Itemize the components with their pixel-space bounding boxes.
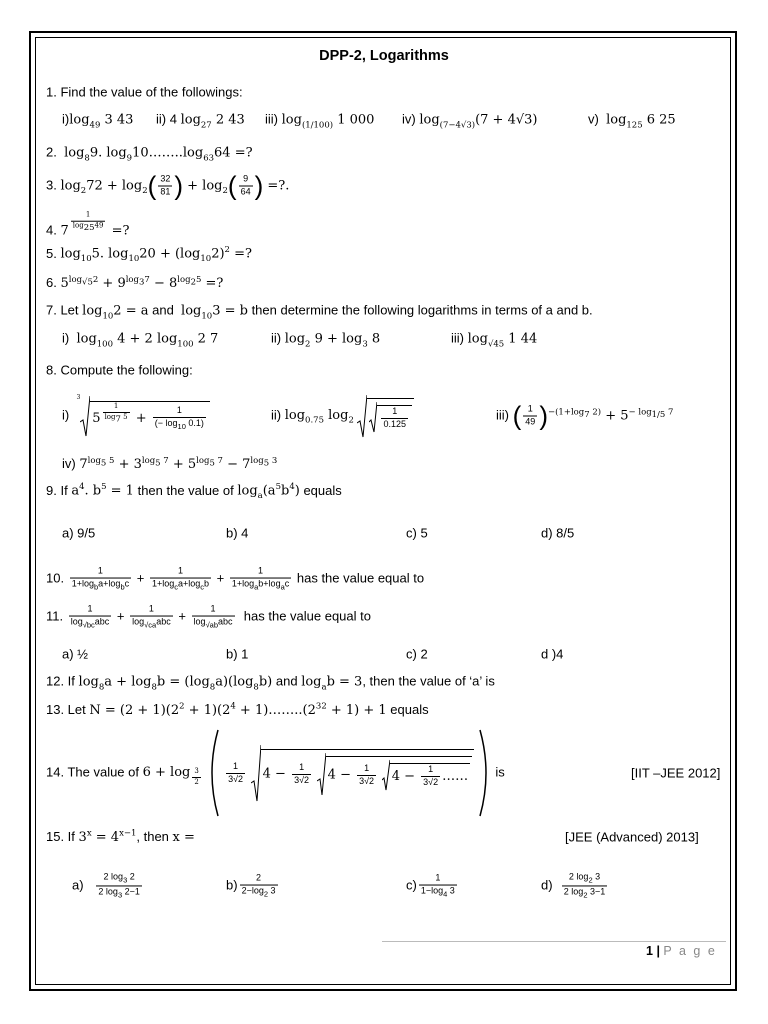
right-big-paren	[478, 728, 492, 818]
question-8-stem-row	[0, 355, 768, 385]
question-15-source: [JEE (Advanced) 2013]	[565, 829, 699, 845]
q7-part-iii: iii) $\log_{√45} 1$ 44	[451, 330, 538, 350]
question-8-part-iv-row	[0, 449, 768, 479]
q1-part-iv: iv) $\log_{(7-4√3)}(7 + 4√3)$	[402, 111, 538, 131]
footer-separator: |	[656, 944, 660, 958]
question-8-stem: 8. Compute the following:	[46, 362, 193, 378]
q8-part-iii: iii) ( $\frac{1}{49}$ )$^{-(1+log_7 2)} + 5^{- log_{1/5} 7}$	[496, 400, 674, 431]
question-12-text: 12. If $\log_8a + \log_8b = (\log_8a)(\log_8b)$ and $\log_ab = 3$, then the value of ‘a’ is	[46, 673, 495, 693]
q15-option-a: a) $\frac{2 \log_3 2}{2 \log_3 2-1}$	[72, 871, 140, 900]
q1-part-ii: ii) 4 $\log_{27} 2$ 43	[156, 111, 245, 131]
q9-option-a: a) 9/5	[62, 525, 96, 541]
question-9-options	[0, 518, 768, 548]
question-5-text: 5. $\log_{10}5$. $\log_{10}20 + (\log_{10}2)^2$ =?	[46, 245, 252, 265]
question-11-options	[0, 639, 768, 669]
question-4-text: 4. 7 $^{\frac{1}{\log_{25}49}}$ =?	[46, 210, 130, 239]
question-2-text: 2. $\log_89$. $\log_910\dots\dots..\log_{63}64$ =?	[46, 144, 253, 164]
q11-option-c: c) 2	[406, 646, 428, 662]
q1-part-iii: iii) $\log_{(1/100)} 1$ 000	[265, 111, 375, 131]
question-3	[0, 168, 768, 204]
question-9-stem: 9. If $a^4$. $b^5 = 1$ then the value of $\log_a(a^5b^4)$ equals	[46, 482, 342, 502]
question-7-stem: 7. Let $\log_{10}2 = a$ and $\log_{10}3 = b$ then determine the following logarithms in terms of a and b.	[46, 302, 593, 322]
question-15-options	[0, 868, 768, 904]
footer-page-word: P a g e	[663, 944, 717, 958]
q11-option-d: d )4	[541, 646, 564, 662]
question-7-stem-row	[0, 297, 768, 327]
question-15	[0, 822, 768, 852]
question-9-stem-row	[0, 477, 768, 507]
question-5	[0, 240, 768, 270]
q9-option-c: c) 5	[406, 525, 428, 541]
q8-part-iv: iv) $7^{log_5 5} + 3^{log_5 7} + 5^{log_5 7} - 7^{log_5 3}$	[62, 455, 278, 473]
question-1-parts	[0, 106, 768, 136]
q15-option-b: b) $\frac{2}{2-\log_2 3}$	[226, 872, 276, 899]
q11-option-a: a) ½	[62, 646, 89, 662]
question-11-text: 11. $\frac{1}{\log_{√bc}abc}$ + $\frac{1}{\log_{√ca}abc}$ + $\frac{1}{\log_{√ab}abc}$ has the value equal to	[46, 603, 371, 630]
question-2	[0, 139, 768, 169]
q9-option-d: d) 8/5	[541, 525, 575, 541]
q9-option-b: b) 4	[226, 525, 249, 541]
question-13	[0, 695, 768, 725]
question-13-text: 13. Let $N = (2 + 1)(2^2 + 1)(2^4$ + $1)\dots\dots..(2^{32} + 1) + 1$ equals	[46, 701, 429, 719]
question-12	[0, 668, 768, 698]
question-11	[0, 600, 768, 634]
page-footer	[646, 944, 717, 958]
question-6-text: 6. $5^{log_{√5}2} + 9^{log_37} - 8^{log_25}$ =?	[46, 274, 224, 292]
question-14	[0, 726, 768, 820]
q8-part-i: i) $^3$5 $^{\frac{1}{\log_7 5}}$ + $\frac{1}{(- \log_{10} 0.1)}$	[62, 394, 210, 438]
q15-option-c: c) $\frac{1}{1-\log_4 3}$	[406, 872, 455, 899]
question-14-source: [IIT –JEE 2012]	[631, 765, 721, 781]
q1-part-v: v) $\log_{125} 6$ 25	[588, 111, 676, 131]
question-1-stem-row	[0, 77, 768, 107]
question-15-text: 15. If $3^x = 4^{x-1}$, then x =	[46, 828, 195, 846]
question-10	[0, 562, 768, 596]
question-6	[0, 268, 768, 298]
left-big-paren	[206, 728, 220, 818]
q11-option-b: b) 1	[226, 646, 249, 662]
page-title: DPP-2, Logarithms	[319, 48, 449, 64]
footer-divider	[382, 941, 726, 942]
q7-part-ii: ii) $\log_2 9 + \log_3 8$	[271, 330, 381, 350]
q8-part-ii: ii) $\log_{0.75} \log_2$ $\frac{1}{0.125}$	[271, 393, 414, 439]
q7-part-i: i) $\log_{100} 4 + 2$ $\log_{100} 2$ 7	[62, 330, 219, 350]
question-4	[0, 210, 768, 244]
question-3-text: 3. $\log_272 + \log_2$( $\frac{32}{81}$ ) + $\log_2$( $\frac{9}{64}$ ) =?.	[46, 170, 290, 201]
question-10-text: 10. $\frac{1}{1+\log_ba+\log_bc}$ + $\frac{1}{1+\log_ca+\log_cb}$ + $\frac{1}{1+\log_ab+\log_ac}$ has the value equal to	[46, 565, 425, 592]
question-14-text: 14. The value of 6 + log $_{\frac{3}{2}}$ $\frac{1}{3√2}$ 4 − $\frac{1}{3√2}$ 4 − $\frac{1}{3√2}$ 4 − $\frac{1}{3√2}$ …… is	[46, 728, 505, 818]
question-8-parts	[0, 388, 768, 444]
question-1-stem: 1. Find the value of the followings:	[46, 84, 243, 100]
q15-option-d: d) $\frac{2 \log_2 3}{2 \log_2 3-1}$	[541, 871, 606, 900]
page-number: 1	[646, 944, 653, 958]
question-7-parts	[0, 325, 768, 355]
q1-part-i: $i)\log_{49}$ 3 43	[62, 111, 134, 131]
